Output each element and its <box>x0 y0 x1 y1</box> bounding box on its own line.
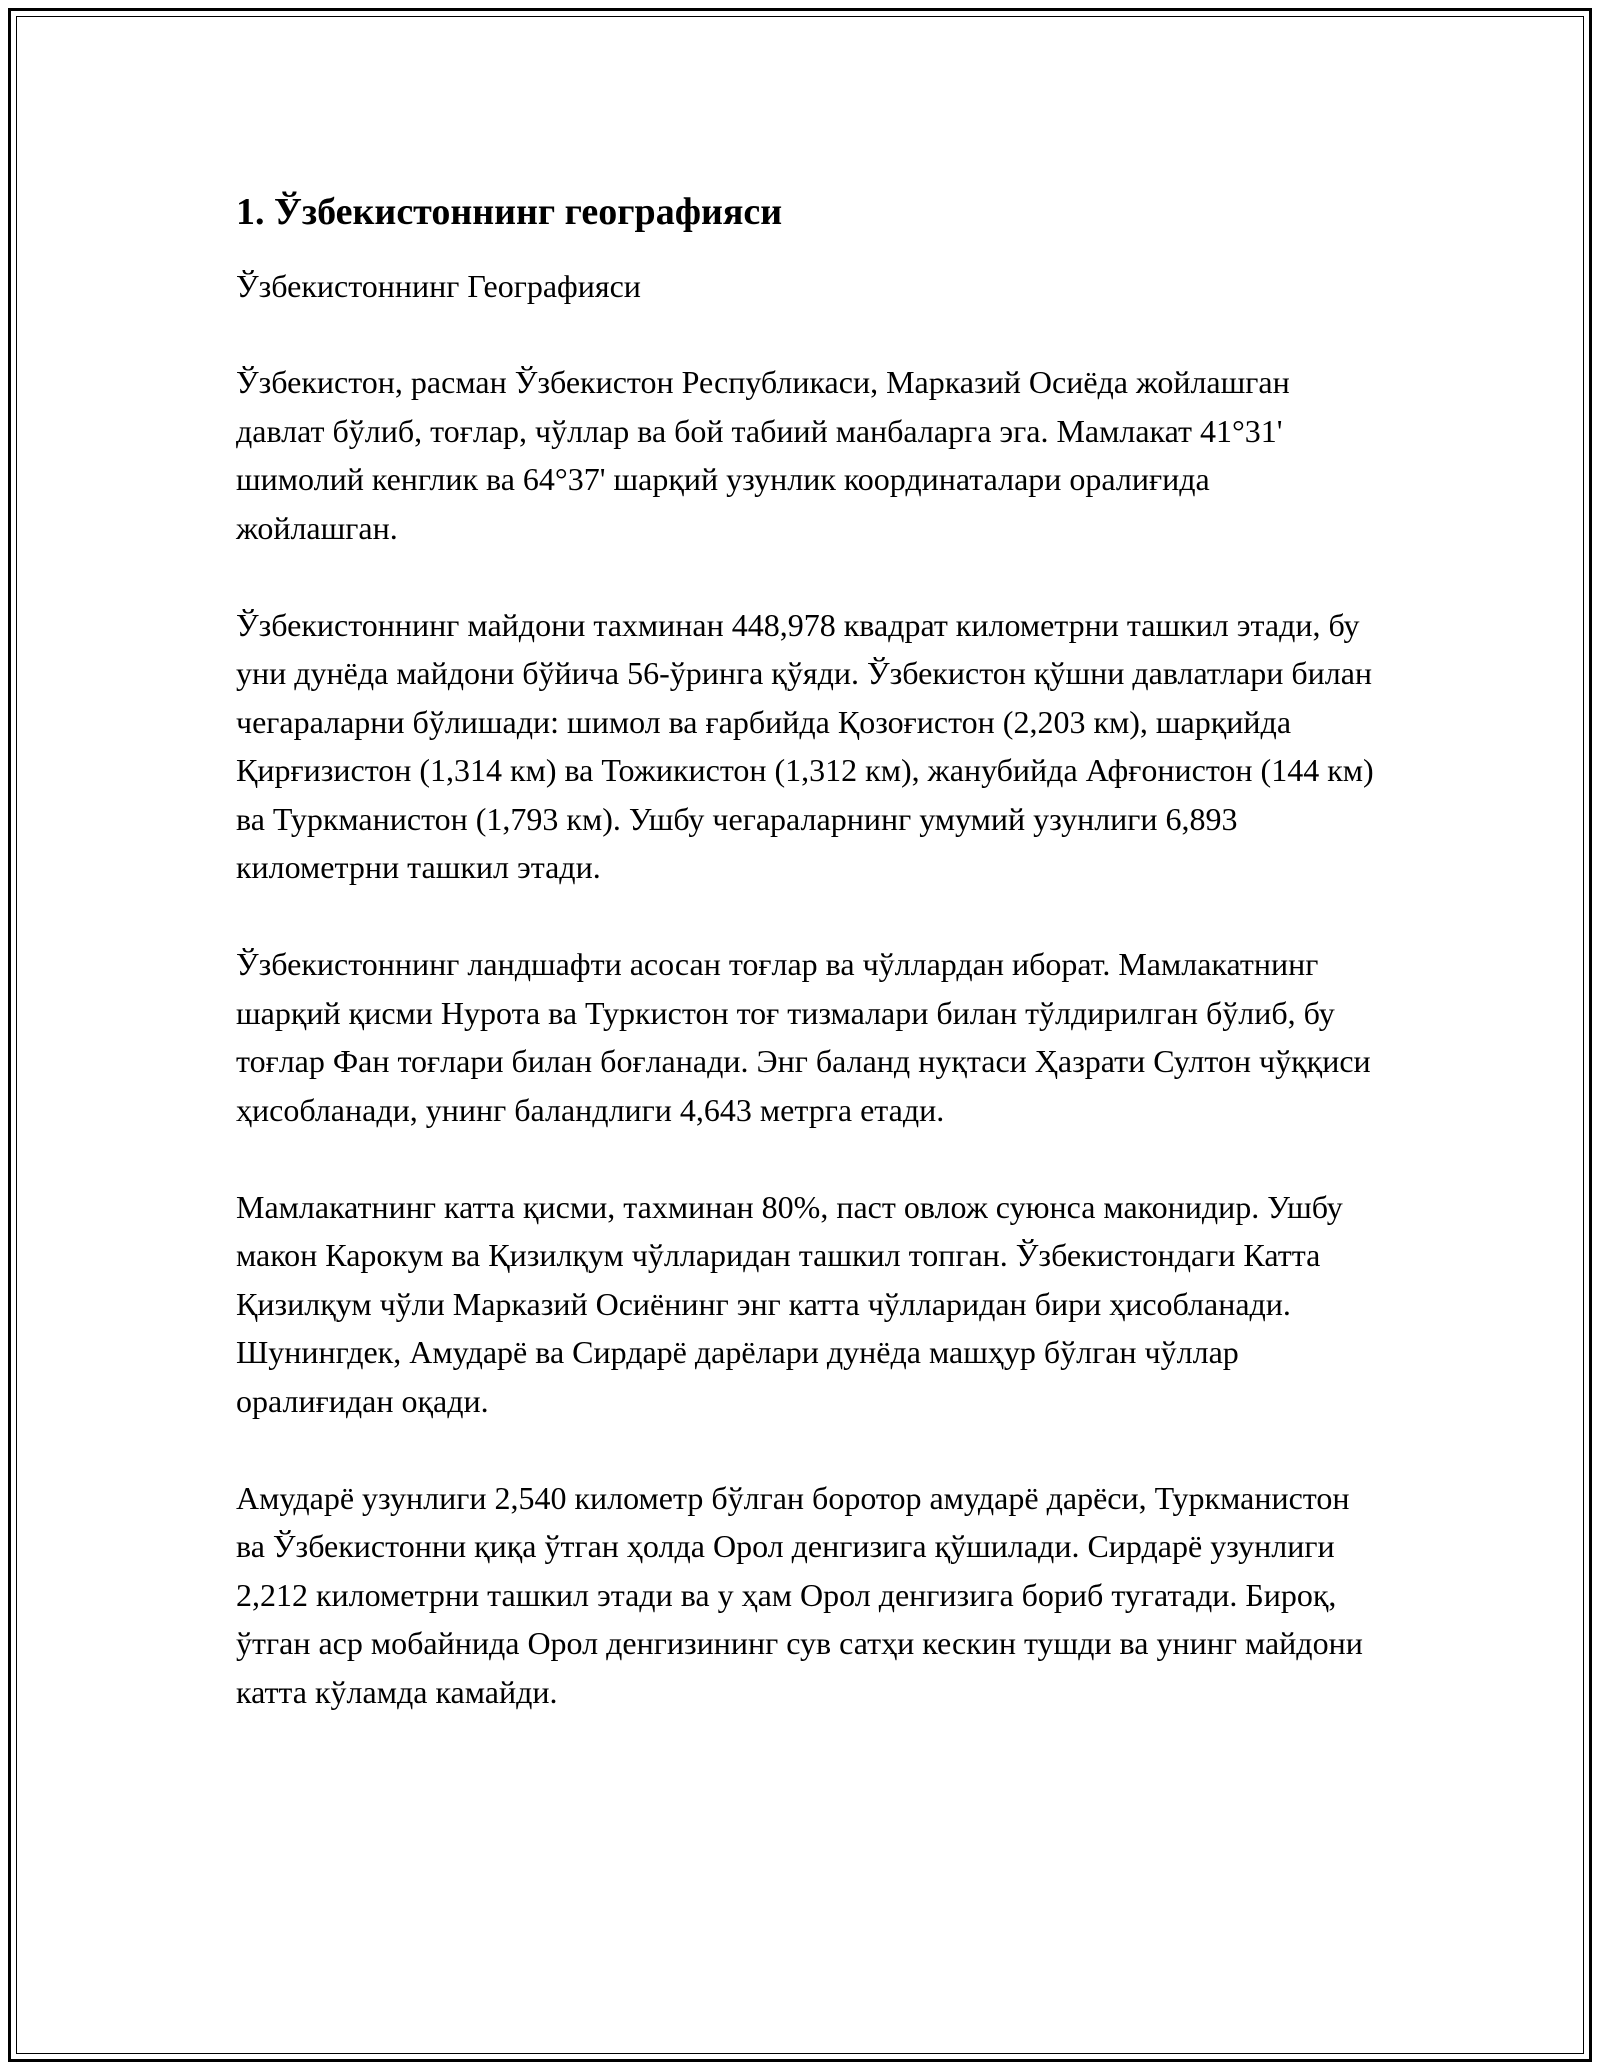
section-heading: 1. Ўзбекистоннинг географияси <box>236 191 783 233</box>
paragraph-rivers: Амударё узунлиги 2,540 километр бўлган боротор амударё дарёси, Туркманистон ва Ўзбекистонни қиқа ўтган ҳолда Орол денгизига қўшилади. Сирдарё узунлиги 2,212 километрни ташкил этади ва у ҳам Орол денгизига бориб тугатади. Бироқ, ўтган аср мобайнида Орол денгизининг сув сатҳи кескин тушди ва унинг майдони катта кўламда камайди. <box>236 1479 1363 1710</box>
paragraph-landscape: Ўзбекистоннинг ландшафти асосан тоғлар ва чўллардан иборат. Мамлакатнинг шарқий қисми Нурота ва Туркистон тоғ тизмалари билан тўлдирилган бўлиб, бу тоғлар Фан тоғлари билан боғланади. Энг баланд нуқтаси Ҳазрати Султон чўққиси ҳисобланади, унинг баландлиги 4,643 метрга етади. <box>236 946 1371 1128</box>
document-subtitle: Ўзбекистоннинг Географияси <box>236 268 641 304</box>
paragraph-area-borders: Ўзбекистоннинг майдони тахминан 448,978 квадрат километрни ташкил этади, бу уни дунёда майдони бўйича 56-ўринга қўяди. Ўзбекистон қўшни давлатлари билан чегараларни бўлишади: шимол ва ғарбийда Қозоғистон (2,203 км), шарқийда Қирғизистон (1,314 км) ва Тожикистон (1,312 км), жанубийда Афғонистон (144 км) ва Туркманистон (1,793 км). Ушбу чегараларнинг умумий узунлиги 6,893 километрни ташкил этади. <box>236 606 1374 885</box>
paragraph-deserts: Мамлакатнинг катта қисми, тахминан 80%, паст овлож суюнса маконидир. Ушбу макон Карокум ва Қизилқум чўлларидан ташкил топган. Ўзбекистондаги Катта Қизилқум чўли Марказий Осиёнинг энг катта чўлларидан бири ҳисобланади. Шунингдек, Амударё ва Сирдарё дарёлари дунёда машҳур бўлган чўллар оралиғидан оқади. <box>236 1188 1343 1419</box>
paragraph-intro: Ўзбекистон, расман Ўзбекистон Республикаси, Марказий Осиёда жойлашган давлат бўлиб, тоғлар, чўллар ва бой табиий манбаларга эга. Мамлакат 41°31' шимолий кенглик ва 64°37' шарқий узунлик координаталари оралиғида жойлашган. <box>236 364 1290 546</box>
document-body <box>236 188 1376 1765</box>
